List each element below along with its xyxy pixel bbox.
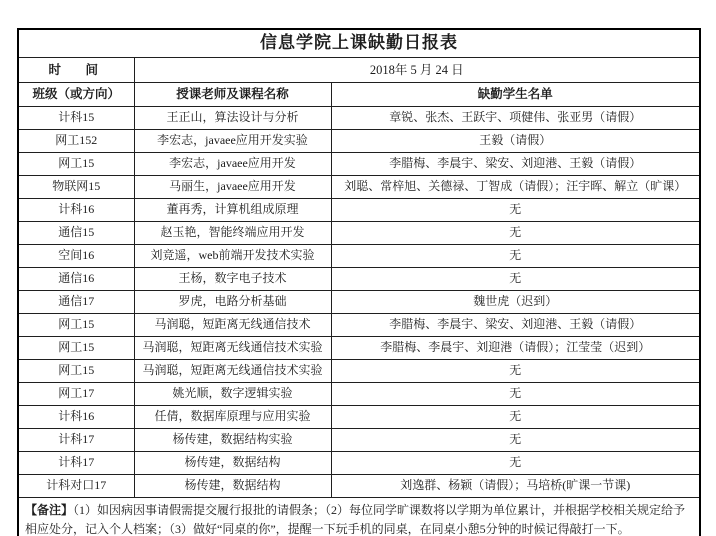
- column-header-teacher-course: 授课老师及课程名称: [134, 83, 331, 107]
- absent-students-cell: 李腊梅、李晨宇、梁安、刘迎港、王毅（请假）: [331, 314, 700, 337]
- absent-students-cell: 无: [331, 452, 700, 475]
- table-row: [18, 452, 700, 475]
- teacher-course-cell: 马润聪，短距离无线通信技术实验: [134, 337, 331, 360]
- table-row: [18, 130, 700, 153]
- teacher-course-cell: 姚光顺，数字逻辑实验: [134, 383, 331, 406]
- class-cell: 网工15: [18, 314, 134, 337]
- column-header-class: 班级（或方向）: [18, 83, 134, 107]
- absent-students-cell: 无: [331, 199, 700, 222]
- table-row: [18, 199, 700, 222]
- absent-students-cell: 李腊梅、李晨宇、刘迎港（请假）；江莹莹（迟到）: [331, 337, 700, 360]
- absent-students-cell: 章锐、张杰、王跃宇、项健伟、张亚男（请假）: [331, 107, 700, 130]
- absent-students-cell: 无: [331, 222, 700, 245]
- table-row: [18, 429, 700, 452]
- class-cell: 网工15: [18, 337, 134, 360]
- class-cell: 网工17: [18, 383, 134, 406]
- note-cell: [18, 498, 700, 536]
- absent-students-cell: 王毅（请假）: [331, 130, 700, 153]
- absent-students-cell: 无: [331, 268, 700, 291]
- class-cell: 计科15: [18, 107, 134, 130]
- class-cell: 计科16: [18, 199, 134, 222]
- class-cell: 计科17: [18, 429, 134, 452]
- table-row: [18, 291, 700, 314]
- teacher-course-cell: 王杨，数字电子技术: [134, 268, 331, 291]
- table-row: [18, 268, 700, 291]
- note-row: [18, 498, 700, 536]
- column-header-absent-students: 缺勤学生名单: [331, 83, 700, 107]
- absent-students-cell: 刘逸群、杨颖（请假）；马培桥(旷课一节课): [331, 475, 700, 498]
- absent-students-cell: 无: [331, 406, 700, 429]
- teacher-course-cell: 王正山，算法设计与分析: [134, 107, 331, 130]
- absent-students-cell: 无: [331, 360, 700, 383]
- class-cell: 空间16: [18, 245, 134, 268]
- table-row: [18, 337, 700, 360]
- absent-students-cell: 无: [331, 429, 700, 452]
- class-cell: 计科16: [18, 406, 134, 429]
- table-row: [18, 314, 700, 337]
- table-row: [18, 406, 700, 429]
- class-cell: 网工15: [18, 153, 134, 176]
- table-row: [18, 107, 700, 130]
- class-cell: 网工15: [18, 360, 134, 383]
- table-row: [18, 176, 700, 199]
- absent-students-cell: 李腊梅、李晨宇、梁安、刘迎港、王毅（请假）: [331, 153, 700, 176]
- teacher-course-cell: 董再秀，计算机组成原理: [134, 199, 331, 222]
- class-cell: 通信16: [18, 268, 134, 291]
- table-row: [18, 153, 700, 176]
- column-header-row: [18, 83, 700, 107]
- time-label: 时 间: [18, 58, 134, 83]
- report-title: 信息学院上课缺勤日报表: [18, 29, 700, 58]
- teacher-course-cell: 罗虎，电路分析基础: [134, 291, 331, 314]
- teacher-course-cell: 任倩，数据库原理与应用实验: [134, 406, 331, 429]
- teacher-course-cell: 李宏志，javaee应用开发实验: [134, 130, 331, 153]
- absent-students-cell: 无: [331, 245, 700, 268]
- teacher-course-cell: 赵玉艳，智能终端应用开发: [134, 222, 331, 245]
- table-row: [18, 222, 700, 245]
- time-row: [18, 58, 700, 83]
- table-row: [18, 245, 700, 268]
- report-date: 2018年 5 月 24 日: [134, 58, 700, 83]
- teacher-course-cell: 杨传建，数据结构实验: [134, 429, 331, 452]
- teacher-course-cell: 杨传建，数据结构: [134, 452, 331, 475]
- table-row: [18, 475, 700, 498]
- teacher-course-cell: 马丽生，javaee应用开发: [134, 176, 331, 199]
- note-text: （1）如因病因事请假需提交履行报批的请假条；（2）每位同学旷课数将以学期为单位累计，并根据学校相关规定给予相应处分，记入个人档案；（3）做好“同桌的你”，提醒一下玩手机的同桌，在同桌小憩5分钟的时候记得敲打一下。: [25, 503, 686, 536]
- absent-students-cell: 无: [331, 383, 700, 406]
- class-cell: 物联网15: [18, 176, 134, 199]
- note-label: 【备注】: [25, 503, 74, 517]
- class-cell: 网工152: [18, 130, 134, 153]
- teacher-course-cell: 李宏志，javaee应用开发: [134, 153, 331, 176]
- absent-students-cell: 魏世虎（迟到）: [331, 291, 700, 314]
- class-cell: 通信17: [18, 291, 134, 314]
- teacher-course-cell: 刘竞遥，web前端开发技术实验: [134, 245, 331, 268]
- teacher-course-cell: 杨传建，数据结构: [134, 475, 331, 498]
- class-cell: 通信15: [18, 222, 134, 245]
- class-cell: 计科17: [18, 452, 134, 475]
- report-table-body: [18, 107, 700, 498]
- teacher-course-cell: 马润聪，短距离无线通信技术: [134, 314, 331, 337]
- table-row: [18, 360, 700, 383]
- table-row: [18, 383, 700, 406]
- absence-report-table: [17, 28, 701, 536]
- report-title-row: [18, 29, 700, 58]
- absent-students-cell: 刘聪、常梓旭、关德禄、丁智成（请假）；汪宇晖、解立（旷课）: [331, 176, 700, 199]
- teacher-course-cell: 马润聪，短距离无线通信技术实验: [134, 360, 331, 383]
- class-cell: 计科对口17: [18, 475, 134, 498]
